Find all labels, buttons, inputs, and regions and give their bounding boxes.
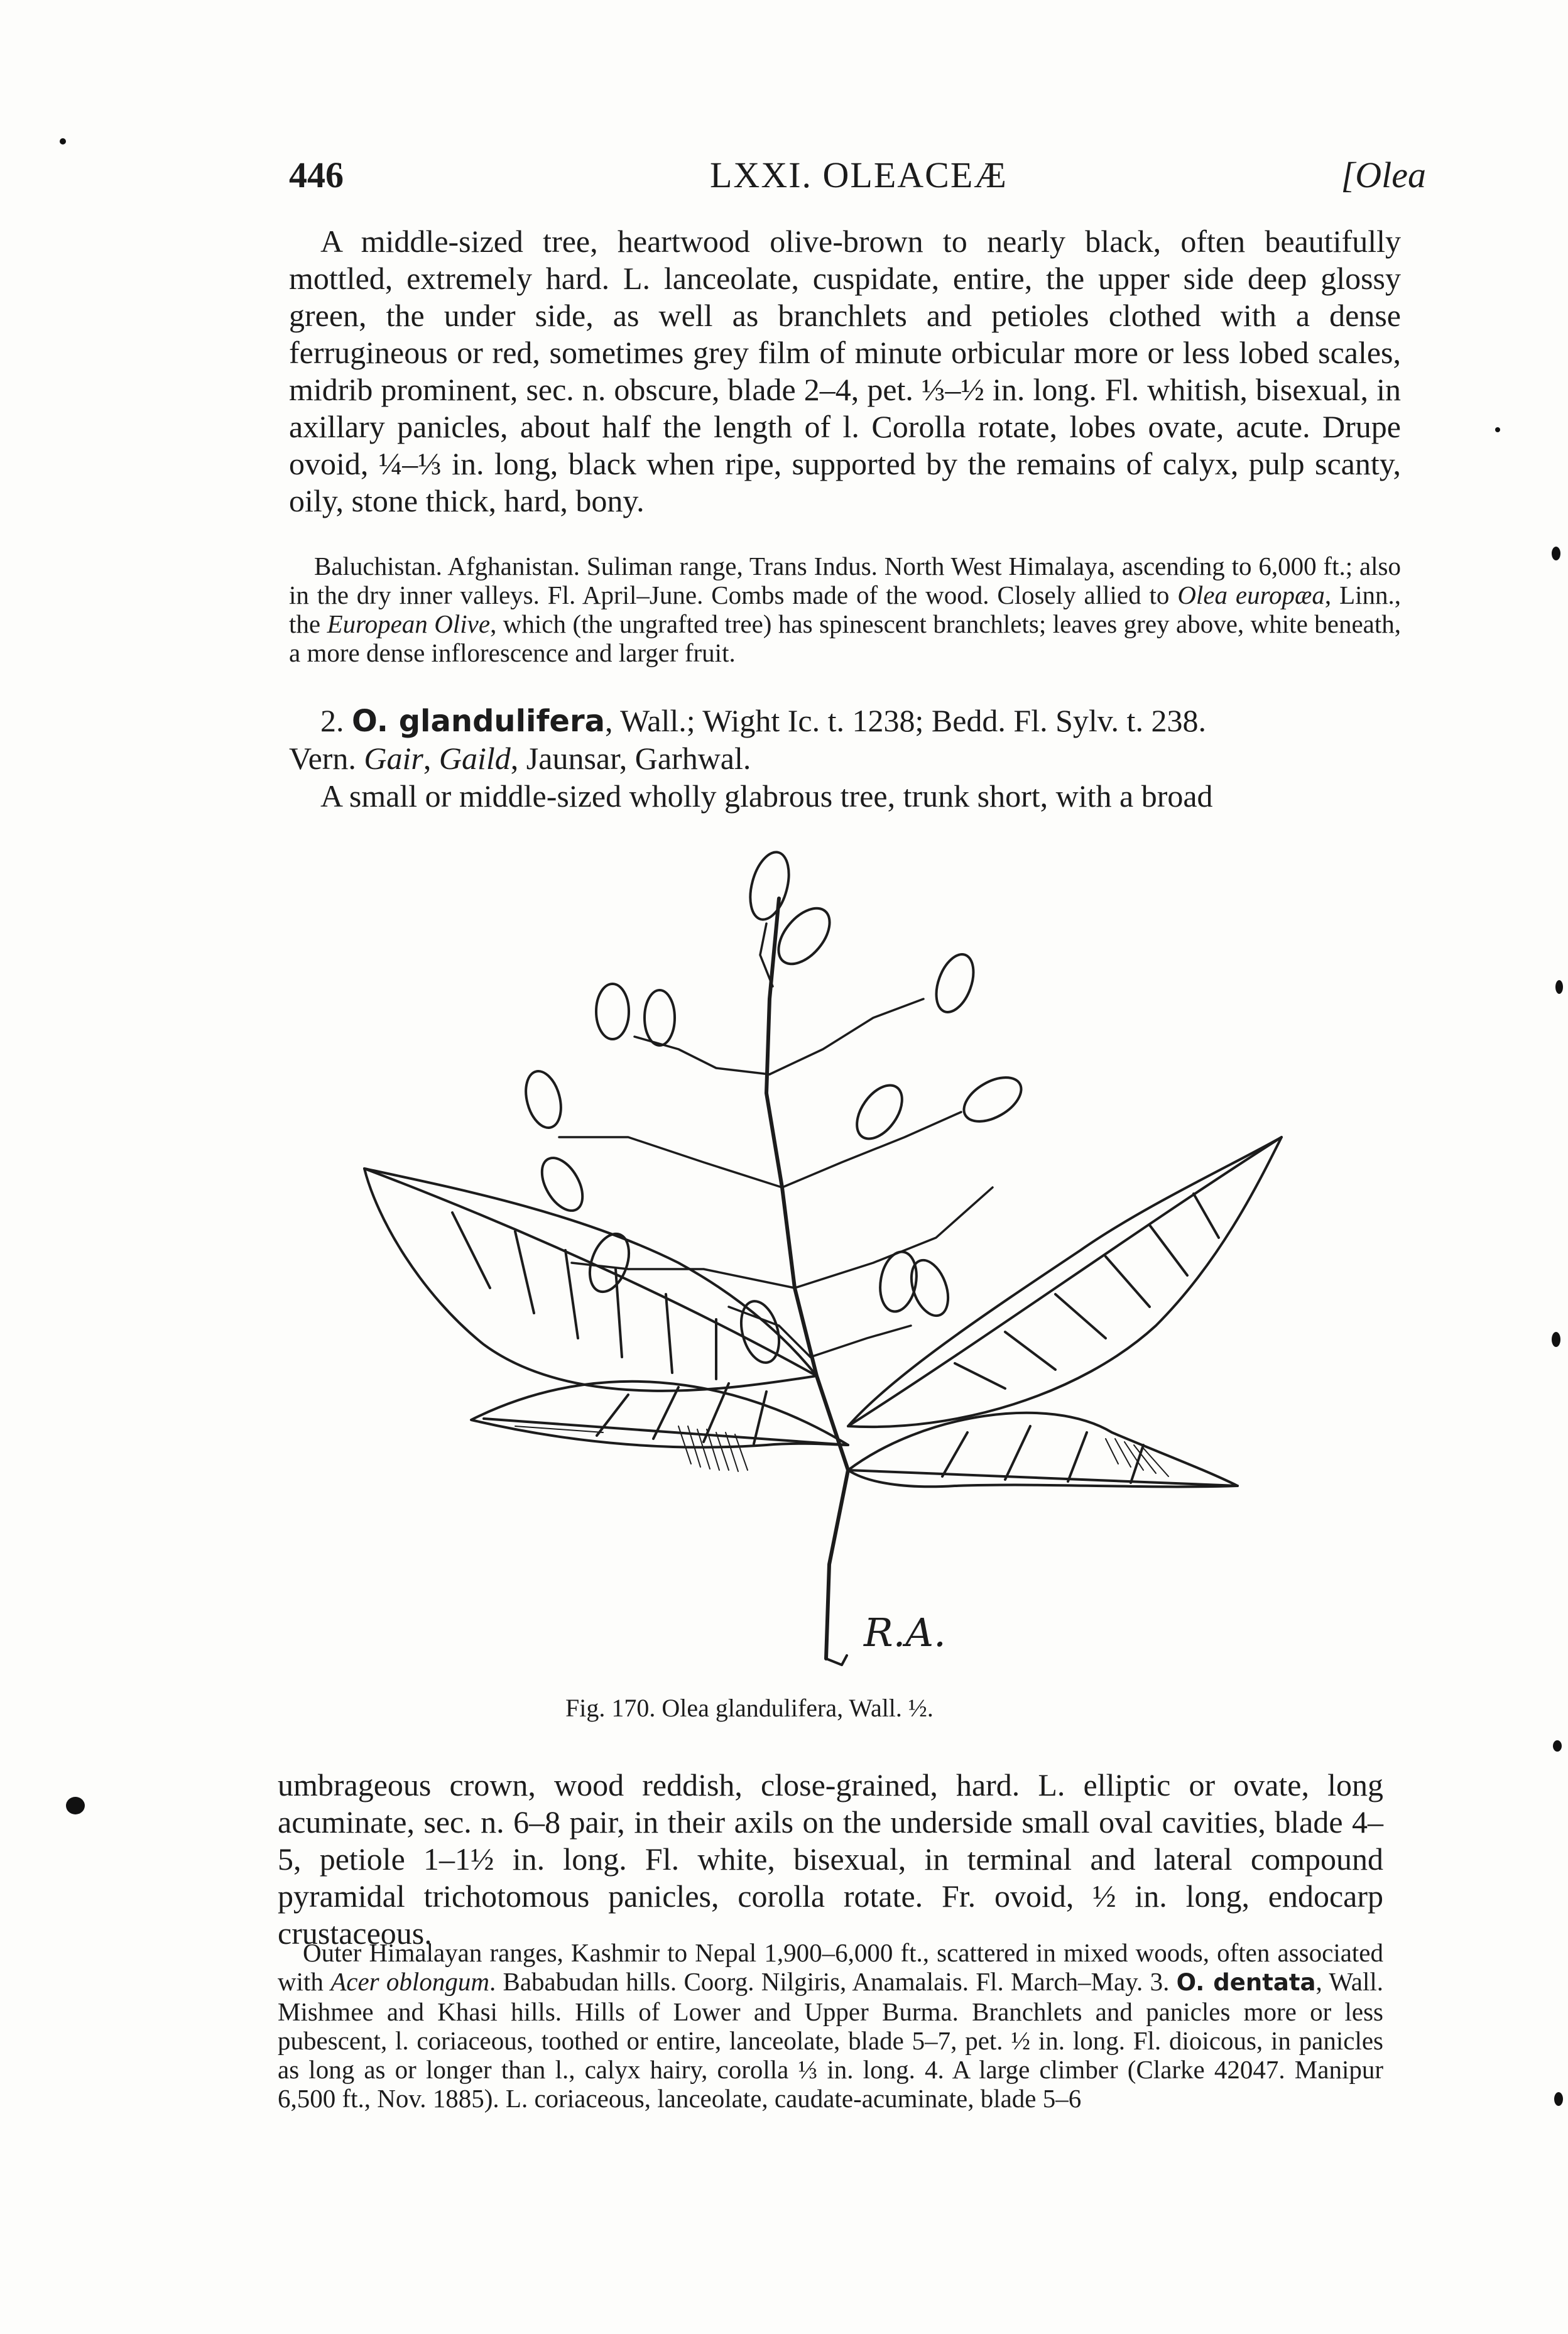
olea-glandulifera-drawing <box>327 810 1395 1703</box>
vernacular-label: Vern. <box>289 741 364 776</box>
distribution-text-b: , Linn., the <box>289 581 1401 638</box>
distribution-paragraph <box>289 552 1401 667</box>
scan-speck <box>1552 547 1560 560</box>
description-paragraph: A middle-sized tree, heartwood olive-brown to nearly black, often beautifully mottled, extremely hard. L. lanceolate, cuspidate, entire, the upper side deep glossy green, the under side, as well as branchlets and petioles clothed with a dense ferrugineous or red, sometimes grey film of minute orbicular more or less lobed scales, midrib prominent, sec. n. obscure, blade 2–4, pet. ⅓–½ in. long. Fl. whitish, bisexual, in axillary panicles, about half the length of l. Corolla rotate, lobes ovate, acute. Drupe ovoid, ¼–⅓ in. long, black when ripe, supported by the remains of calyx, pulp scanty, oily, stone thick, hard, bony. <box>289 224 1401 518</box>
scan-speck <box>1554 2092 1563 2106</box>
distribution-text-a: Baluchistan. Afghanistan. Suliman range, Trans Indus. North West Himalaya, ascending to 6,000 ft.; also in the dry inner valleys. Fl. April–June. Combs made of the wood. Closely allied to <box>289 552 1401 609</box>
species-references: , Wall.; Wight Ic. t. 1238; Bedd. Fl. Sylv. t. 238. <box>605 703 1206 738</box>
page-number: 446 <box>289 155 344 195</box>
species-olea-europaea: Olea europæa <box>1177 581 1325 609</box>
species-acer: Acer oblongum <box>330 1967 489 1996</box>
range-text-a: Outer Himalayan ranges, Kashmir to Nepal 1,900–6,000 ft., scattered in mixed woods, often associated with <box>278 1938 1383 1996</box>
range-paragraph <box>278 1938 1383 2113</box>
species-description-continued: umbrageous crown, wood reddish, close-grained, hard. L. elliptic or ovate, long acuminate, sec. n. 6–8 pair, in their axils on the underside small oval cavities, blade 4–5, petiole 1–1½ in. long. Fl. white, bisexual, in terminal and lateral compound pyramidal trichotomous panicles, corolla rotate. Fr. ovoid, ½ in. long, endocarp crustaceous. <box>278 1767 1383 1951</box>
scan-speck <box>1553 1740 1562 1752</box>
scan-speck <box>60 138 66 145</box>
species-number: 2. <box>320 703 344 738</box>
range-text-b: . Bababudan hills. Coorg. Nilgiris, Anamalais. Fl. March–May. 3. <box>489 1967 1177 1996</box>
botanical-illustration <box>327 810 1395 1703</box>
species-description-start: A small or middle-sized wholly glabrous tree, trunk short, with a broad <box>320 778 1213 814</box>
running-head <box>289 154 1426 204</box>
vernacular-name-2: Gaild <box>438 741 511 776</box>
scan-speck <box>1495 427 1500 432</box>
chapter-title: LXXI. OLEACEÆ <box>710 155 1008 195</box>
species-o-dentata: O. dentata <box>1176 1969 1316 1996</box>
vernacular-separator: , <box>423 741 439 776</box>
scan-speck <box>1555 980 1563 994</box>
range-text-c: , Wall. Mishmee and Khasi hills. Hills of Lower and Upper Burma. Branchlets and panicles more or less pubescent, l. coriaceous, toothed or entire, lanceolate, blade 5–7, pet. ½ in. long. Fl. dioicous, in panicles as long as or longer than l., calyx hairy, corolla ⅓ in. long. 4. A large climber (Clarke 42047. Manipur 6,500 ft., Nov. 1885). L. coriaceous, lanceolate, caudate-acuminate, blade 5–6 <box>278 1967 1383 2113</box>
vernacular-locality: , Jaunsar, Garhwal. <box>510 741 751 776</box>
figure-caption: Fig. 170. Olea glandulifera, Wall. ½. <box>565 1694 934 1722</box>
vernacular-name-1: Gair <box>364 741 423 776</box>
distribution-text-c: , which (the ungrafted tree) has spinescent branchlets; leaves grey above, white beneath, a more dense inflorescence and larger fruit. <box>289 609 1402 667</box>
scan-speck <box>1552 1332 1560 1347</box>
species-name: O. glandulifera <box>352 704 606 739</box>
scan-speck <box>66 1797 85 1814</box>
species-heading <box>289 702 1401 777</box>
artist-signature: R.A. <box>864 1610 946 1655</box>
european-olive: European Olive <box>327 609 491 638</box>
genus-marker: [Olea <box>1341 155 1426 195</box>
